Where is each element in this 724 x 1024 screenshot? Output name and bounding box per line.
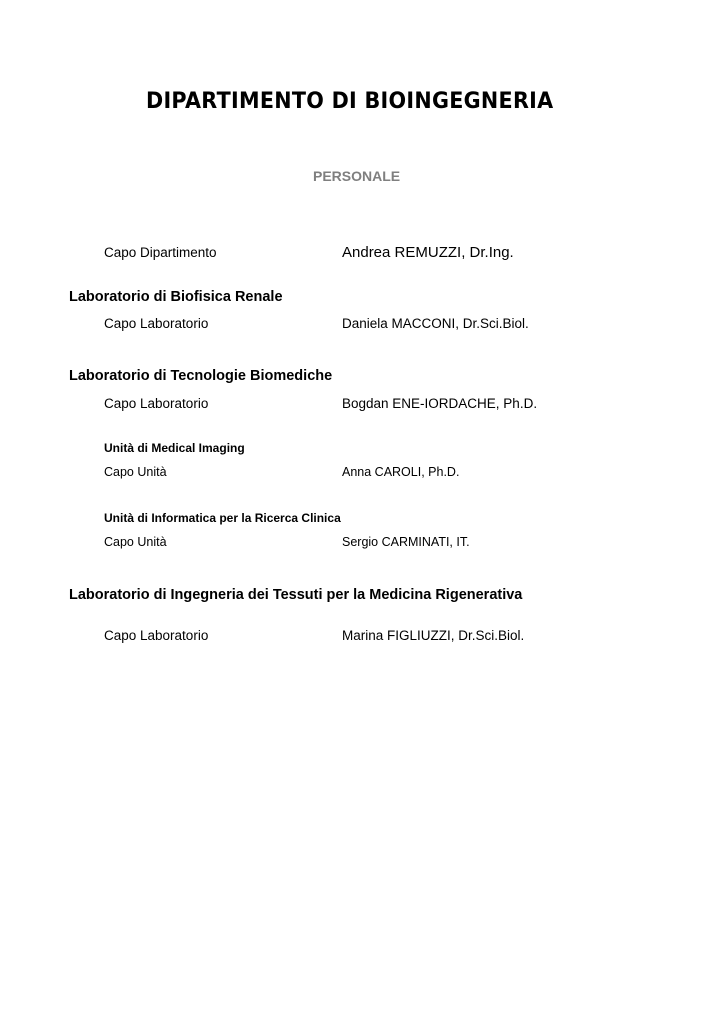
lab-head-name: Marina FIGLIUZZI, Dr.Sci.Biol. [342, 628, 525, 643]
lab-head-name: Daniela MACCONI, Dr.Sci.Biol. [342, 316, 529, 331]
unit-head-name: Sergio CARMINATI, IT. [342, 535, 470, 549]
lab-head-name: Bogdan ENE-IORDACHE, Ph.D. [342, 396, 538, 411]
lab-role: Capo Laboratorio [104, 396, 209, 411]
lab-title-biofisica-renale: Laboratorio di Biofisica Renale [69, 289, 283, 305]
lab-title-ingegneria-tessuti: Laboratorio di Ingegneria dei Tessuti per la Medicina Rigenerativa [69, 587, 523, 603]
unit-head-name: Anna CAROLI, Ph.D. [342, 465, 460, 479]
unit-title-informatica-ricerca-clinica: Unità di Informatica per la Ricerca Clinica [104, 511, 341, 525]
department-head-name: Andrea REMUZZI, Dr.Ing. [342, 244, 514, 261]
unit-role: Capo Unità [104, 465, 167, 479]
lab-role: Capo Laboratorio [104, 628, 209, 643]
unit-role: Capo Unità [104, 535, 167, 549]
lab-role: Capo Laboratorio [104, 316, 209, 331]
unit-title-medical-imaging: Unità di Medical Imaging [104, 441, 245, 455]
department-head-role: Capo Dipartimento [104, 245, 217, 260]
page-subtitle: PERSONALE [313, 168, 401, 184]
lab-title-tecnologie-biomediche: Laboratorio di Tecnologie Biomediche [69, 368, 333, 384]
page-title: DIPARTIMENTO DI BIOINGEGNERIA [146, 88, 554, 114]
